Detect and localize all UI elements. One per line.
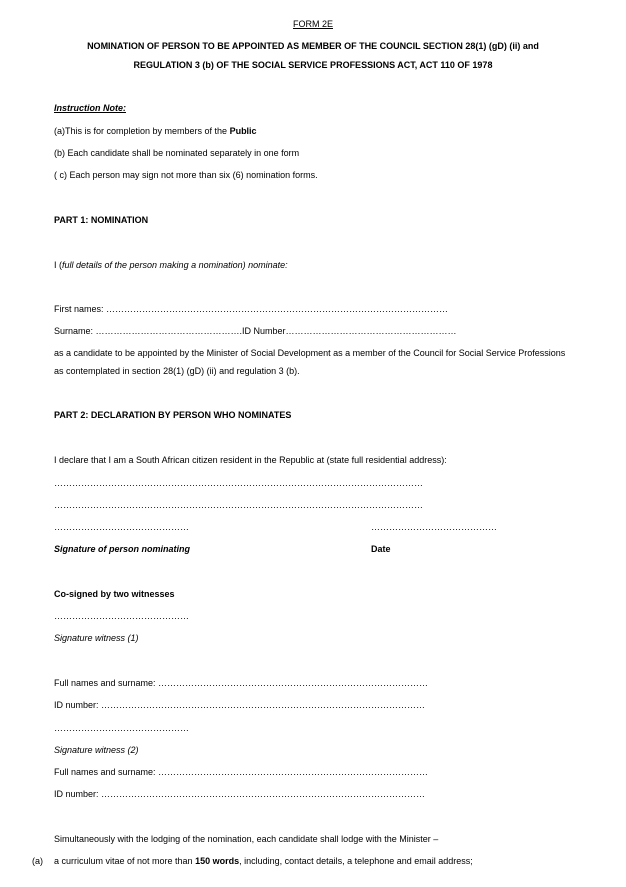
part1-heading: PART 1: NOMINATION — [54, 215, 149, 225]
date-line[interactable]: …………………………………… — [371, 522, 497, 532]
form-title-line-2: REGULATION 3 (b) OF THE SOCIAL SERVICE PROFESSIONS ACT, ACT 110 OF 1978 — [133, 60, 493, 70]
witness2-id-field[interactable]: ID number: ……………………………………………………………………………………………… — [54, 789, 426, 799]
form-number: FORM 2E — [292, 19, 333, 29]
nominator-signature-line[interactable]: ……………………………………… — [54, 522, 189, 532]
witness2-names-field[interactable]: Full names and surname: ……………………………………………………………………………… — [54, 767, 429, 777]
form-title-line-1: NOMINATION OF PERSON TO BE APPOINTED AS MEMBER OF THE COUNCIL SECTION 28(1) (gD) (ii) and — [87, 41, 539, 51]
witnesses-heading: Co-signed by two witnesses — [54, 589, 175, 599]
closing-item-a — [54, 856, 473, 867]
part1-intro-italic: full details of the person making a nomination) nominate: — [62, 260, 288, 270]
closing-item-a-pre: a curriculum vitae of not more than — [54, 856, 196, 866]
witness1-id-field[interactable]: ID number: ……………………………………………………………………………………………… — [54, 700, 426, 710]
part2-heading: PART 2: DECLARATION BY PERSON WHO NOMINATES — [54, 410, 292, 420]
witness1-names-field[interactable]: Full names and surname: ……………………………………………………………………………… — [54, 678, 429, 688]
address-line-2[interactable]: …………………………………………………………………………………………………………… — [54, 500, 423, 510]
part1-intro — [54, 260, 288, 271]
witness2-signature-label: Signature witness (2) — [54, 745, 139, 755]
lodging-statement: Simultaneously with the lodging of the nomination, each candidate shall lodge with the Minister – — [54, 834, 439, 844]
instruction-heading: Instruction Note: — [54, 103, 126, 113]
instruction-item-a-text: (a)This is for completion by members of the — [54, 126, 230, 136]
candidate-text-line-2: as contemplated in section 28(1) (gD) (ii) and regulation 3 (b). — [54, 366, 300, 376]
instruction-item-c: ( c) Each person may sign not more than six (6) nomination forms. — [54, 170, 318, 180]
closing-item-a-marker: (a) — [32, 856, 43, 866]
witness1-signature-label: Signature witness (1) — [54, 633, 139, 643]
instruction-item-b: (b) Each candidate shall be nominated separately in one form — [54, 148, 300, 158]
closing-item-a-post: , including, contact details, a telephone and email address; — [239, 856, 473, 866]
surname-id-field[interactable]: Surname: ………………………………………….ID Number………………………………………………… — [54, 326, 457, 336]
part2-declaration: I declare that I am a South African citizen resident in the Republic at (state full residential address): — [54, 455, 447, 465]
instruction-item-a — [54, 126, 257, 137]
part1-intro-plain: I ( — [54, 260, 62, 270]
candidate-text-line-1: as a candidate to be appointed by the Minister of Social Development as a member of the Council for Social Service Professions — [54, 348, 566, 358]
witness1-signature-line[interactable]: ……………………………………… — [54, 611, 189, 621]
date-label: Date — [371, 544, 391, 554]
instruction-item-a-bold: Public — [229, 126, 257, 136]
first-names-field[interactable]: First names: …………………………………………………………………………………………………… — [54, 304, 449, 314]
witness2-signature-line[interactable]: ……………………………………… — [54, 723, 189, 733]
address-line-1[interactable]: …………………………………………………………………………………………………………… — [54, 478, 423, 488]
closing-item-a-bold: 150 words — [195, 856, 240, 866]
nominator-signature-label: Signature of person nominating — [54, 544, 191, 554]
